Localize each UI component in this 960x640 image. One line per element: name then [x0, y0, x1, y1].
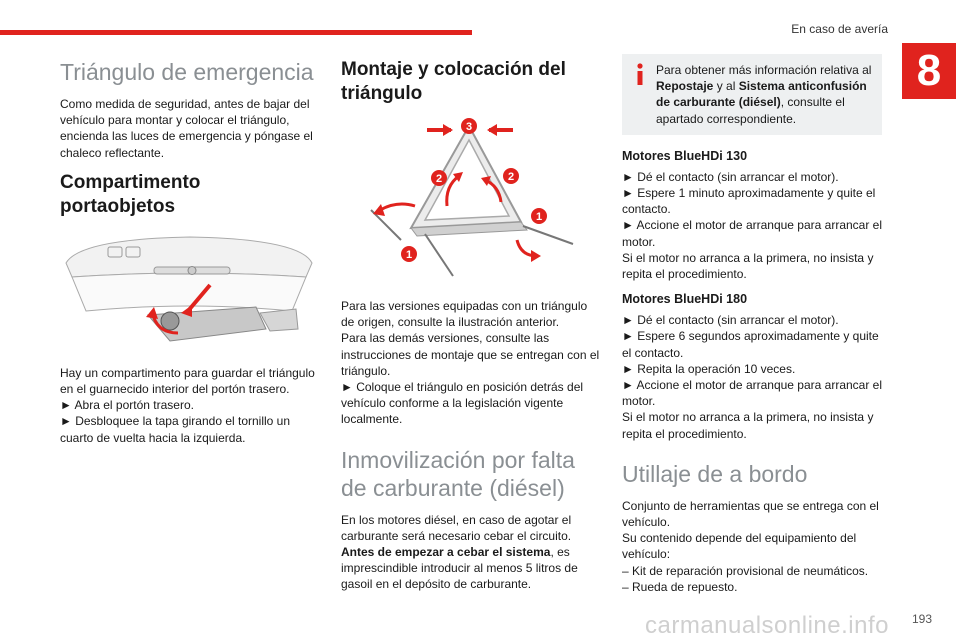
- bluehdi-130-steps: [622, 169, 882, 282]
- callout-2-left: [431, 170, 447, 186]
- info-text-part: y al: [713, 79, 739, 94]
- watermark: carmanualsonline.info: [645, 612, 889, 639]
- callout-label: 2: [507, 171, 515, 183]
- info-icon: [632, 63, 648, 85]
- tools-item: – Rueda de repuesto.: [622, 579, 738, 594]
- callout-label: 2: [435, 173, 443, 185]
- step-line: ► Espere 1 minuto aproximadamente y quite el contacto.: [622, 186, 876, 217]
- heading-triangle: Triángulo de emergencia: [60, 59, 314, 85]
- triangle-safety-text: Como medida de seguridad, antes de bajar del vehículo para montar y colocar el triángulo, encienda las luces de emergencia y póngase el chaleco reflectante.: [60, 97, 313, 160]
- page-number: 193: [911, 612, 932, 626]
- step-line: ► Accione el motor de arranque para arrancar el motor.: [622, 378, 883, 409]
- heading-tools: Utillaje de a bordo: [622, 460, 808, 487]
- step-line: ► Repita la operación 10 veces.: [622, 361, 796, 376]
- heading-bluehdi-130: Motores BlueHDi 130: [622, 148, 748, 163]
- callout-1-right: [531, 208, 547, 224]
- info-text-part: , consulte el apartado correspondiente.: [656, 95, 845, 126]
- mount-line: Para las demás versiones, consulte las instrucciones de montaje que se entregan con el triángulo.: [341, 331, 600, 378]
- compartment-step: ► Abra el portón trasero.: [60, 398, 194, 413]
- heading-compartment: Compartimento portaobjetos: [60, 171, 201, 217]
- top-accent-bar: [0, 30, 472, 35]
- info-text: [632, 62, 872, 127]
- mount-line: Para las versiones equipadas con un triángulo de origen, consulte la ilustración anterior.: [341, 299, 588, 330]
- mount-text: [341, 298, 601, 428]
- chapter-number-tab: 8: [902, 43, 956, 99]
- column-right: [622, 54, 882, 605]
- tools-line: Conjunto de herramientas que se entrega con el vehículo.: [622, 498, 879, 530]
- compartment-text: [60, 365, 320, 446]
- fuel-bold: Antes de empezar a cebar el sistema: [341, 545, 551, 560]
- info-bold: Repostaje: [656, 79, 714, 94]
- callout-3: [461, 118, 477, 134]
- compartment-line: Hay un compartimento para guardar el triángulo en el guarnecido interior del portón trasero.: [60, 365, 315, 397]
- fuel-line: , es imprescindible introducir al menos 5 litros de gasoil en el depósito de carburante.: [341, 545, 578, 592]
- fuel-text: [341, 512, 601, 593]
- callout-2-right: [503, 168, 519, 184]
- step-line: Si el motor no arranca a la primera, no insista y repita el procedimiento.: [622, 410, 874, 441]
- step-line: ► Dé el contacto (sin arrancar el motor).: [622, 313, 839, 328]
- fuel-line: En los motores diésel, en caso de agotar el carburante será necesario cebar el circuito.: [341, 512, 572, 543]
- bluehdi-180-steps: [622, 312, 882, 442]
- column-left: [60, 54, 320, 456]
- step-line: ► Espere 6 segundos aproximadamente y quite el contacto.: [622, 329, 879, 360]
- tools-line: Su contenido depende del equipamiento del vehículo:: [622, 531, 857, 562]
- step-line: Si el motor no arranca a la primera, no insista y repita el procedimiento.: [622, 250, 874, 282]
- column-middle: [341, 54, 601, 603]
- callout-label: 1: [405, 249, 413, 261]
- info-box: [622, 54, 882, 135]
- step-line: ► Dé el contacto (sin arrancar el motor).: [622, 169, 839, 184]
- compartment-step: ► Desbloquee la tapa girando el tornillo un cuarto de vuelta hacia la izquierda.: [60, 414, 291, 445]
- info-text-part: Para obtener más información relativa al: [656, 63, 872, 77]
- callout-label: 3: [465, 121, 473, 133]
- heading-fuel-immobilisation: Inmovilización por falta de carburante (diésel): [341, 446, 575, 501]
- step-line: ► Accione el motor de arranque para arrancar el motor.: [622, 218, 883, 249]
- callout-label: 1: [535, 211, 543, 223]
- tailgate-compartment-illustration: [60, 233, 318, 351]
- triangle-assembly-illustration: [341, 116, 599, 286]
- heading-mount: Montaje y colocación del triángulo: [341, 59, 566, 104]
- section-title: En caso de avería: [791, 22, 888, 36]
- mount-step: ► Coloque el triángulo en posición detrás del vehículo conforme a la legislación vigente localmente.: [341, 380, 584, 427]
- callout-1-left: [401, 246, 417, 262]
- heading-bluehdi-180: Motores BlueHDi 180: [622, 292, 748, 307]
- tools-text: [622, 498, 882, 595]
- tools-item: – Kit de reparación provisional de neumáticos.: [622, 563, 869, 578]
- info-bold: Sistema anticonfusión de carburante (diésel): [656, 79, 867, 110]
